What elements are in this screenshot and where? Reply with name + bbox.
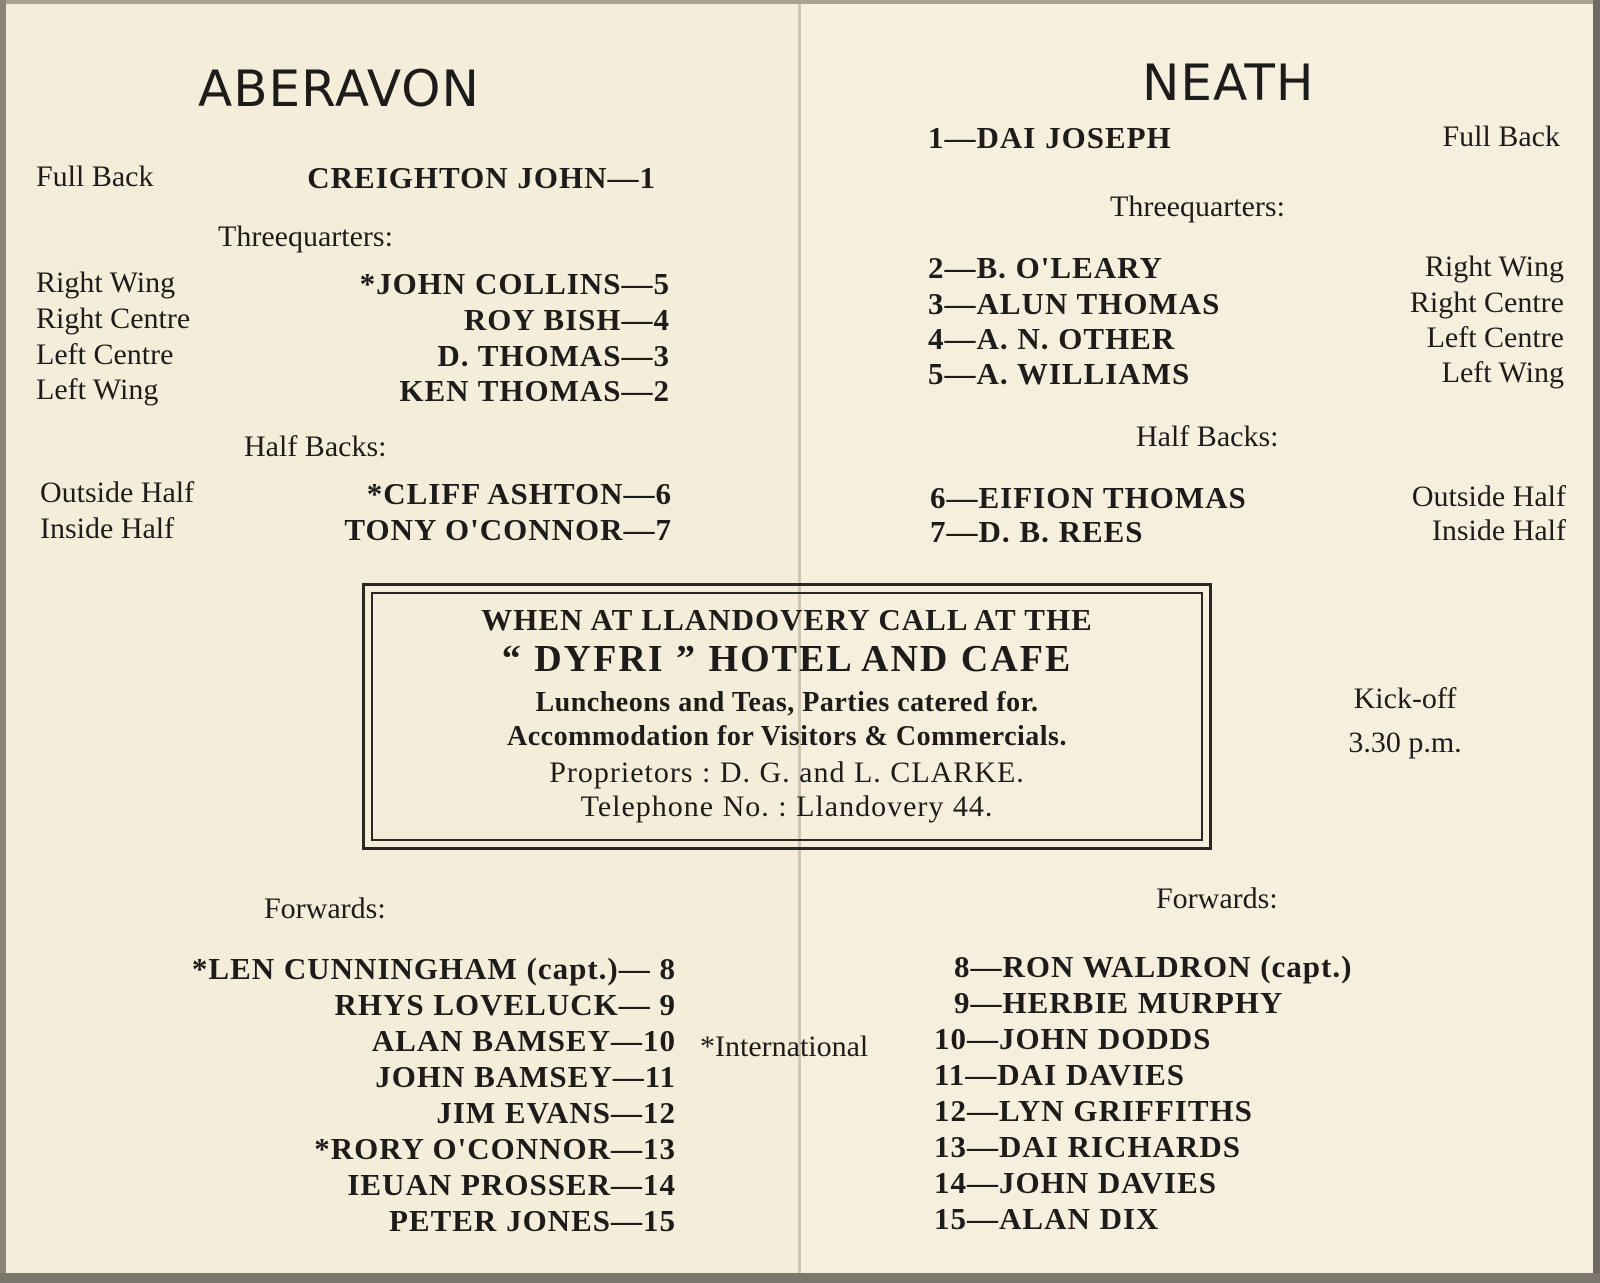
aberavon-fullback-position: Full Back bbox=[36, 160, 154, 193]
neath-forward-5: 12—LYN GRIFFITHS bbox=[934, 1093, 1253, 1128]
aberavon-tq-position-2: Right Centre bbox=[36, 302, 191, 335]
aberavon-tq-player-1: *JOHN COLLINS—5 bbox=[359, 266, 670, 301]
aberavon-tq-position-4: Left Wing bbox=[36, 373, 159, 406]
neath-threequarters-heading: Threequarters: bbox=[1110, 190, 1285, 223]
neath-hb-player-2: 7—D. B. REES bbox=[930, 514, 1144, 549]
neath-hb-position-2: Inside Half bbox=[1431, 514, 1566, 547]
neath-hb-player-1: 6—EIFION THOMAS bbox=[930, 480, 1247, 515]
neath-forward-8: 15—ALAN DIX bbox=[934, 1201, 1160, 1236]
neath-hb-position-1: Outside Half bbox=[1411, 480, 1566, 513]
aberavon-forwards-heading: Forwards: bbox=[264, 892, 386, 925]
hotel-advert-inner-border bbox=[371, 592, 1203, 841]
aberavon-tq-position-1: Right Wing bbox=[36, 266, 176, 299]
neath-tq-player-3: 4—A. N. OTHER bbox=[928, 321, 1176, 356]
neath-tq-player-1: 2—B. O'LEARY bbox=[928, 250, 1163, 285]
neath-halfbacks-heading: Half Backs: bbox=[1136, 420, 1279, 453]
aberavon-title: ABERAVON bbox=[198, 60, 480, 118]
neath-tq-player-2: 3—ALUN THOMAS bbox=[928, 286, 1221, 321]
aberavon-forward-5: JIM EVANS—12 bbox=[436, 1095, 676, 1130]
aberavon-halfbacks-heading: Half Backs: bbox=[244, 430, 387, 463]
aberavon-tq-position-3: Left Centre bbox=[36, 338, 174, 371]
neath-tq-player-4: 5—A. WILLIAMS bbox=[928, 356, 1191, 391]
aberavon-tq-player-2: ROY BISH—4 bbox=[463, 302, 670, 337]
aberavon-tq-player-3: D. THOMAS—3 bbox=[437, 338, 670, 373]
aberavon-threequarters-heading: Threequarters: bbox=[218, 220, 393, 253]
aberavon-fullback-player: CREIGHTON JOHN—1 bbox=[307, 160, 656, 195]
right-edge bbox=[1593, 0, 1600, 1283]
neath-forward-2: 9—HERBIE MURPHY bbox=[954, 985, 1284, 1020]
aberavon-forward-2: RHYS LOVELUCK— 9 bbox=[334, 987, 676, 1022]
left-edge bbox=[0, 0, 6, 1283]
advert-line-5: Proprietors : D. G. and L. CLARKE. bbox=[549, 756, 1025, 789]
neath-forward-1: 8—RON WALDRON (capt.) bbox=[954, 949, 1353, 984]
advert-line-6: Telephone No. : Llandovery 44. bbox=[580, 790, 994, 823]
aberavon-forward-1: *LEN CUNNINGHAM (capt.)— 8 bbox=[191, 951, 676, 986]
aberavon-forward-4: JOHN BAMSEY—11 bbox=[375, 1059, 676, 1094]
advert-line-3: Luncheons and Teas, Parties catered for. bbox=[535, 687, 1039, 718]
international-note: *International bbox=[700, 1030, 869, 1063]
top-edge bbox=[0, 0, 1600, 4]
neath-forwards-heading: Forwards: bbox=[1156, 882, 1278, 915]
neath-forward-3: 10—JOHN DODDS bbox=[934, 1021, 1212, 1056]
neath-title: NEATH bbox=[1142, 54, 1315, 112]
advert-line-1: WHEN AT LLANDOVERY CALL AT THE bbox=[481, 602, 1093, 637]
aberavon-forward-6: *RORY O'CONNOR—13 bbox=[314, 1131, 676, 1166]
neath-tq-position-1: Right Wing bbox=[1424, 250, 1564, 283]
aberavon-hb-player-1: *CLIFF ASHTON—6 bbox=[366, 476, 672, 511]
advert-line-2: “ DYFRI ” HOTEL AND CAFE bbox=[501, 638, 1073, 680]
neath-tq-position-3: Left Centre bbox=[1426, 321, 1564, 354]
aberavon-forward-3: ALAN BAMSEY—10 bbox=[371, 1023, 676, 1058]
advert-line-4: Accommodation for Visitors & Commercials. bbox=[507, 721, 1067, 752]
aberavon-hb-position-1: Outside Half bbox=[40, 476, 195, 509]
neath-forward-4: 11—DAI DAVIES bbox=[934, 1057, 1186, 1092]
neath-tq-position-4: Left Wing bbox=[1441, 356, 1564, 389]
neath-fullback-position: Full Back bbox=[1442, 120, 1560, 153]
bottom-edge bbox=[0, 1273, 1600, 1283]
neath-tq-position-2: Right Centre bbox=[1409, 286, 1564, 319]
aberavon-forward-7: IEUAN PROSSER—14 bbox=[347, 1167, 676, 1202]
neath-forward-7: 14—JOHN DAVIES bbox=[934, 1165, 1218, 1200]
neath-forward-6: 13—DAI RICHARDS bbox=[934, 1129, 1241, 1164]
hotel-advert-box bbox=[362, 583, 1212, 850]
neath-fullback-player: 1—DAI JOSEPH bbox=[928, 120, 1172, 155]
aberavon-hb-position-2: Inside Half bbox=[40, 512, 175, 545]
aberavon-forward-8: PETER JONES—15 bbox=[388, 1203, 676, 1238]
kickoff-time: 3.30 p.m. bbox=[1348, 726, 1462, 759]
kickoff-label: Kick-off bbox=[1353, 682, 1457, 715]
aberavon-tq-player-4: KEN THOMAS—2 bbox=[399, 373, 670, 408]
aberavon-hb-player-2: TONY O'CONNOR—7 bbox=[344, 512, 672, 547]
